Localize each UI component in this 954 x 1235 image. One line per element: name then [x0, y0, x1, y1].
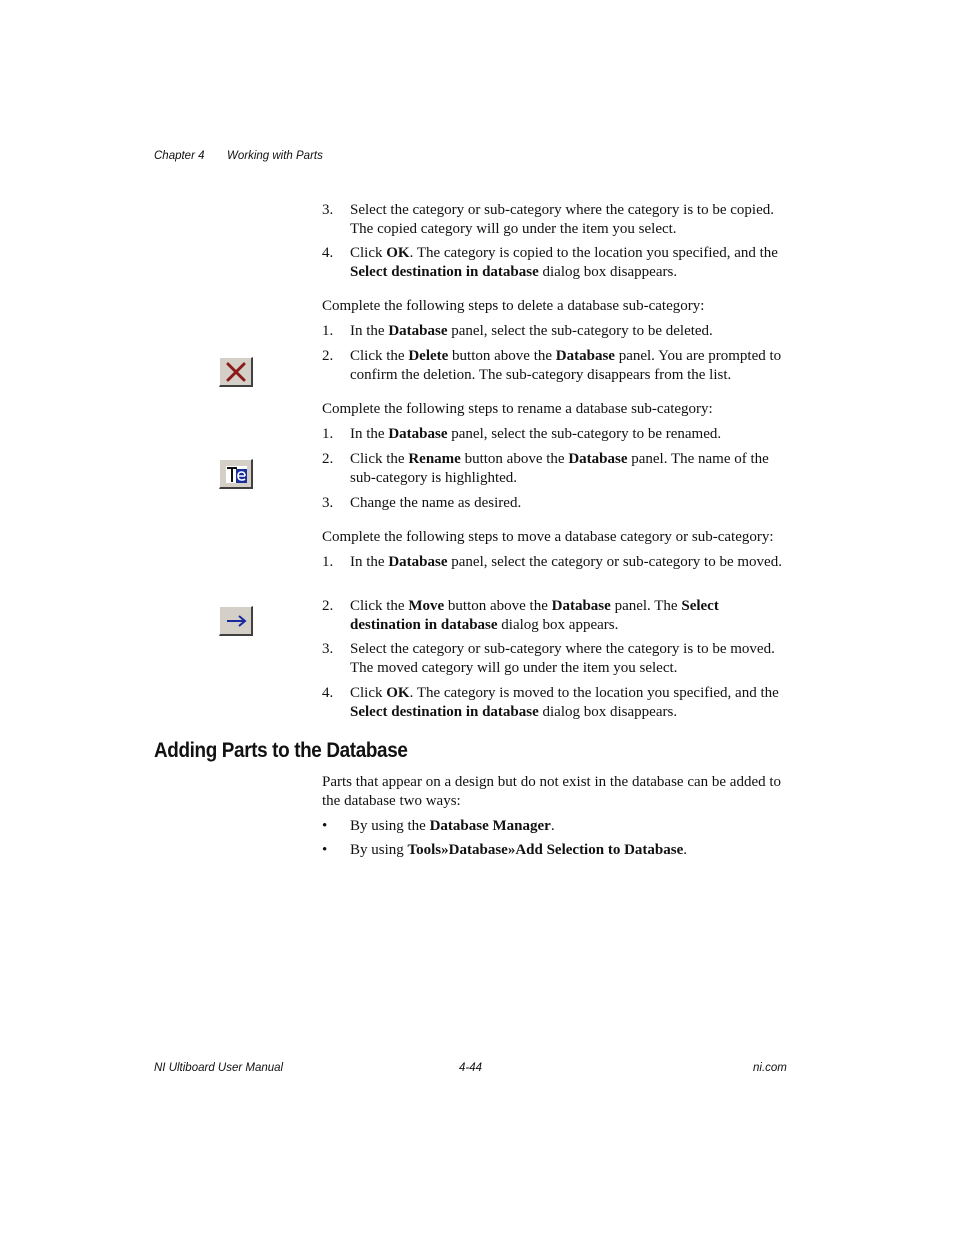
list-item: [322, 640, 792, 678]
list-number: 3.: [322, 495, 334, 511]
footer-site: ni.com: [753, 1062, 787, 1074]
list-item: [322, 597, 792, 635]
delete-intro: Complete the following steps to delete a database sub-category:: [322, 298, 705, 314]
list-text: Change the name as desired.: [350, 495, 522, 511]
delete-button-illustration: [219, 357, 253, 387]
list-text: By using the Database Manager.: [350, 818, 555, 834]
list-number: 1.: [322, 554, 334, 570]
footer-page-number: 4-44: [459, 1062, 483, 1074]
list-number: 1.: [322, 323, 334, 339]
list-text: In the Database panel, select the sub-category to be renamed.: [350, 426, 722, 442]
list-item: [322, 553, 792, 572]
footer-manual: NI Ultiboard User Manual: [154, 1062, 284, 1074]
section-heading: Adding Parts to the Database: [154, 739, 408, 762]
list-text: Click the Delete button above the Database panel. You are prompted to confirm the deletion. The sub-category disappears from the list.: [350, 348, 782, 383]
list-text: By using Tools»Database»Add Selection to Database.: [350, 842, 687, 858]
list-number: 2.: [322, 598, 334, 614]
header-section: Working with Parts: [227, 150, 323, 162]
list-number: 1.: [322, 426, 334, 442]
bullet: •: [322, 842, 328, 858]
list-text: Click OK. The category is copied to the location you specified, and the Select destination in database dialog box disappears.: [350, 245, 778, 280]
bullet: •: [322, 818, 328, 834]
list-text: Click OK. The category is moved to the location you specified, and the Select destination in database dialog box disappears.: [350, 685, 779, 720]
list-item: [322, 817, 792, 836]
rename-intro: Complete the following steps to rename a database sub-category:: [322, 401, 713, 417]
list-number: 4.: [322, 245, 334, 261]
move-button-illustration: [219, 606, 253, 636]
list-item: [322, 244, 792, 282]
move-intro: Complete the following steps to move a database category or sub-category:: [322, 529, 774, 545]
rename-te-icon: [220, 460, 252, 488]
list-text: Click the Move button above the Database panel. The Select destination in database dialog box appears.: [350, 598, 719, 633]
list-item: [322, 425, 792, 444]
move-arrow-icon: [220, 607, 252, 635]
list-text: Select the category or sub-category where the category is to be moved. The moved category will go under the item you select.: [350, 641, 775, 676]
list-item: [322, 450, 792, 488]
list-number: 2.: [322, 451, 334, 467]
adding-intro: Parts that appear on a design but do not exist in the database can be added to the database two ways:: [322, 774, 782, 809]
list-item: [322, 347, 792, 385]
list-text: In the Database panel, select the category or sub-category to be moved.: [350, 554, 782, 570]
list-item: [322, 201, 792, 239]
list-number: 3.: [322, 202, 334, 218]
list-item: [322, 494, 792, 513]
list-item: [322, 841, 792, 860]
list-number: 2.: [322, 348, 334, 364]
list-number: 4.: [322, 685, 334, 701]
header-chapter: Chapter 4: [154, 150, 205, 162]
list-number: 3.: [322, 641, 334, 657]
list-text: In the Database panel, select the sub-category to be deleted.: [350, 323, 713, 339]
list-item: [322, 322, 792, 341]
list-text: Select the category or sub-category where the category is to be copied. The copied category will go under the item you select.: [350, 202, 774, 237]
list-text: Click the Rename button above the Database panel. The name of the sub-category is highlighted.: [350, 451, 769, 486]
delete-x-icon: [220, 358, 252, 386]
rename-button-illustration: [219, 459, 253, 489]
list-item: [322, 684, 792, 722]
